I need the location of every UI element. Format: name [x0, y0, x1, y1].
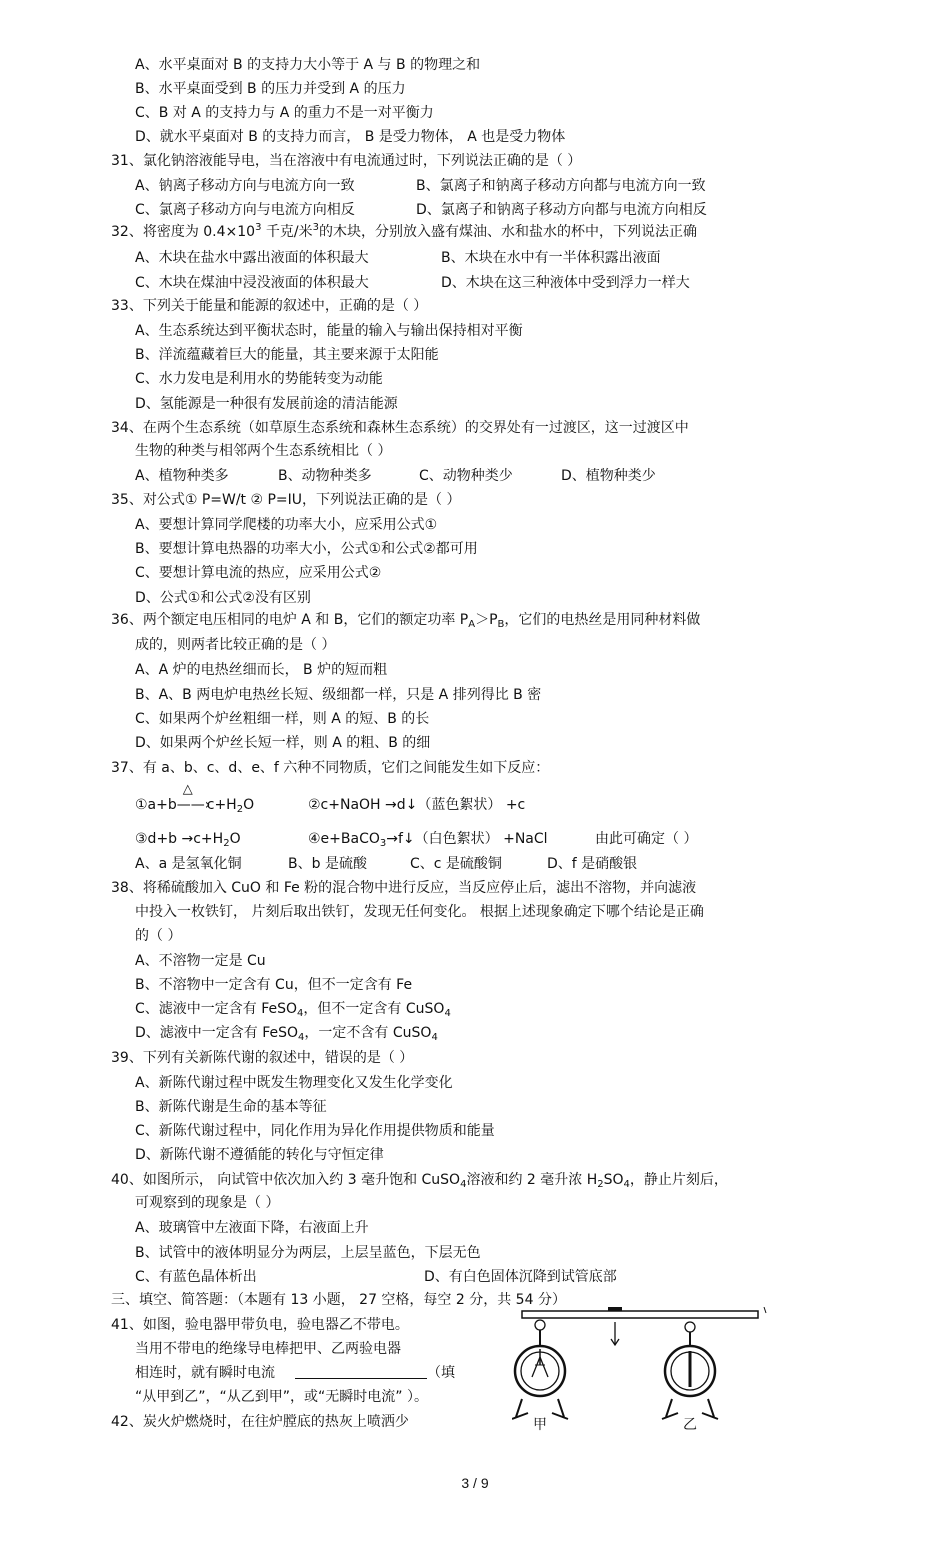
q37-reaction-3: ③d+b $\to c+H_2O$	[135, 831, 241, 849]
q34-stem-line2: 生物的种类与相邻两个生态系统相比（ ）	[135, 443, 392, 459]
q36-stem-line2: 成的，则两者比较正确的是（ ）	[135, 637, 336, 653]
q40-option-c: C、有蓝色晶体析出	[135, 1269, 257, 1285]
q37-stem: 37、有 a、b、c、d、e、f 六种不同物质，它们之间能发生如下反应：	[111, 760, 550, 776]
q34-option-c: C、动物种类少	[419, 468, 513, 484]
q31-option-d: D、氯离子和钠离子移动方向都与电流方向相反	[416, 202, 707, 218]
q31-stem: 31、氯化钠溶液能导电，当在溶液中有电流通过时，下列说法正确的是（ ）	[111, 153, 582, 169]
heat-symbol: △	[182, 782, 193, 797]
q37-reaction-1: ①a+b △ $——›c+H_2O$	[135, 782, 255, 815]
q36-option-c: C、如果两个炉丝粗细一样，则 A 的短、B 的长	[135, 711, 430, 727]
q37-option-b: B、b 是硫酸	[288, 856, 367, 872]
q32-option-a: A、木块在盐水中露出液面的体积最大	[135, 250, 369, 266]
q37-option-d: D、f 是硝酸银	[547, 856, 638, 872]
q37-reaction-4: ④e+BaCO$_3$→f↓（白色絮状） +NaCl	[308, 831, 548, 849]
q31-option-b: B、氯离子和钠离子移动方向都与电流方向一致	[416, 178, 706, 194]
q34-option-d: D、植物种类少	[561, 468, 656, 484]
q41-line1: 41、如图，验电器甲带负电，验电器乙不带电。	[111, 1317, 409, 1333]
q34-stem-line1: 34、在两个生态系统（如草原生态系统和森林生态系统）的交界处有一过渡区，这一过渡区中	[111, 420, 689, 436]
q35-stem: 35、对公式① P=W/t ② P=IU，下列说法正确的是（ ）	[111, 492, 461, 508]
q36-option-a: A、A 炉的电热丝细而长， B 炉的短而粗	[135, 662, 388, 678]
answer-blank[interactable]	[295, 1366, 427, 1379]
q42-line1: 42、炭火炉燃烧时，在往炉膛底的热灰上喷洒少	[111, 1414, 409, 1430]
q30-option-a: A、水平桌面对 B 的支持力大小等于 A 与 B 的物理之和	[135, 57, 481, 73]
q35-option-d: D、公式①和公式②没有区别	[135, 590, 311, 606]
q35-option-b: B、要想计算电热器的功率大小，公式①和公式②都可用	[135, 541, 478, 557]
electroscope-diagram-icon	[512, 1307, 768, 1437]
electroscope-figure	[512, 1307, 768, 1437]
q30-option-c: C、B 对 A 的支持力与 A 的重力不是一对平衡力	[135, 105, 434, 121]
q39-option-c: C、新陈代谢过程中，同化作用为异化作用提供物质和能量	[135, 1123, 495, 1139]
q37-option-a: A、a 是氢氧化铜	[135, 856, 242, 872]
label-yi: 乙	[683, 1417, 697, 1433]
q32-option-c: C、木块在煤油中浸没液面的体积最大	[135, 275, 369, 291]
q33-option-c: C、水力发电是利用水的势能转变为动能	[135, 371, 383, 387]
q40-stem-line1: 40、如图所示， 向试管中依次加入约 3 毫升饱和 CuSO$_4$溶液和约 2 毫升浓 $H_2SO_4$，静止片刻后，	[111, 1172, 728, 1190]
q35-option-a: A、要想计算同学爬楼的功率大小，应采用公式①	[135, 517, 438, 533]
q40-option-d: D、有白色固体沉降到试管底部	[424, 1269, 617, 1285]
q38-option-a: A、不溶物一定是 Cu	[135, 953, 266, 969]
q38-stem-line1: 38、将稀硫酸加入 CuO 和 Fe 粉的混合物中进行反应，当反应停止后，滤出不溶物，并向滤液	[111, 880, 697, 896]
label-jia: 甲	[533, 1417, 547, 1433]
q38-option-c: C、滤液中一定含有 FeSO$_4$，但不一定含有 CuSO$_4$	[135, 1001, 451, 1019]
q38-stem-line3: 的（ ）	[135, 928, 182, 944]
q32-stem: 32、将密度为 $0.4\times 10^3$ 千克/米$^3$的木块，分别放入盛有煤油、水和盐水的杯中，下列说法正确	[111, 222, 697, 240]
q36-option-b: B、A、B 两电炉电热丝长短、级细都一样，只是 A 排列得比 B 密	[135, 687, 542, 703]
q32-option-d: D、木块在这三种液体中受到浮力一样大	[441, 275, 690, 291]
q33-option-d: D、氢能源是一种很有发展前途的清洁能源	[135, 396, 398, 412]
q33-option-b: B、洋流蕴藏着巨大的能量，其主要来源于太阳能	[135, 347, 439, 363]
q38-option-d: D、滤液中一定含有 FeSO$_4$，一定不含有 CuSO$_4$	[135, 1025, 438, 1043]
q32-option-b: B、木块在水中有一半体积露出液面	[441, 250, 661, 266]
q35-option-c: C、要想计算电流的热应，应采用公式②	[135, 565, 382, 581]
section-3-heading: 三、填空、简答题：（本题有 13 小题， 27 空格，每空 2 分，共 54 分）	[111, 1292, 566, 1308]
q41-line2: 当用不带电的绝缘导电棒把甲、乙两验电器	[135, 1341, 401, 1357]
q37-reaction-2: ②c+NaOH →d↓（蓝色絮状） +c	[308, 797, 526, 813]
page-number: 3 / 9	[461, 1475, 489, 1491]
q41-line3: 相连时，就有瞬时电流 （填	[135, 1365, 455, 1381]
q39-stem: 39、下列有关新陈代谢的叙述中，错误的是（ ）	[111, 1050, 414, 1066]
q40-option-a: A、玻璃管中左液面下降，右液面上升	[135, 1220, 369, 1236]
q36-stem-line1: 36、两个额定电压相同的电炉 A 和 B，它们的额定功率 $P_A>P_B$，它们的电热丝是用同种材料做	[111, 612, 701, 630]
q37-option-c: C、c 是硫酸铜	[410, 856, 502, 872]
q39-option-b: B、新陈代谢是生命的基本等征	[135, 1099, 327, 1115]
q41-line4: “从甲到乙”，“从乙到甲”，或“无瞬时电流” ）。	[135, 1389, 428, 1405]
reaction-arrow-icon: ——›	[176, 797, 211, 813]
q33-option-a: A、生态系统达到平衡状态时，能量的输入与输出保持相对平衡	[135, 323, 523, 339]
q39-option-d: D、新陈代谢不遵循能的转化与守恒定律	[135, 1147, 384, 1163]
q40-stem-line2: 可观察到的现象是（ ）	[135, 1195, 280, 1211]
q37-reaction-4-tail: 由此可确定（ ）	[595, 831, 698, 847]
q33-stem: 33、下列关于能量和能源的叙述中，正确的是（ ）	[111, 298, 428, 314]
q34-option-a: A、植物种类多	[135, 468, 229, 484]
q38-stem-line2: 中投入一枚铁钉， 片刻后取出铁钉，发现无任何变化。 根据上述现象确定下哪个结论是正确	[135, 904, 704, 920]
q38-option-b: B、不溶物中一定含有 Cu，但不一定含有 Fe	[135, 977, 413, 993]
q31-option-a: A、钠离子移动方向与电流方向一致	[135, 178, 355, 194]
q30-option-b: B、水平桌面受到 B 的压力并受到 A 的压力	[135, 81, 406, 97]
q34-option-b: B、动物种类多	[278, 468, 372, 484]
q31-option-c: C、氯离子移动方向与电流方向相反	[135, 202, 355, 218]
q30-option-d: D、就水平桌面对 B 的支持力而言， B 是受力物体， A 也是受力物体	[135, 129, 566, 145]
q40-option-b: B、试管中的液体明显分为两层，上层呈蓝色，下层无色	[135, 1245, 481, 1261]
q39-option-a: A、新陈代谢过程中既发生物理变化又发生化学变化	[135, 1075, 453, 1091]
q36-option-d: D、如果两个炉丝长短一样，则 A 的粗、B 的细	[135, 735, 431, 751]
